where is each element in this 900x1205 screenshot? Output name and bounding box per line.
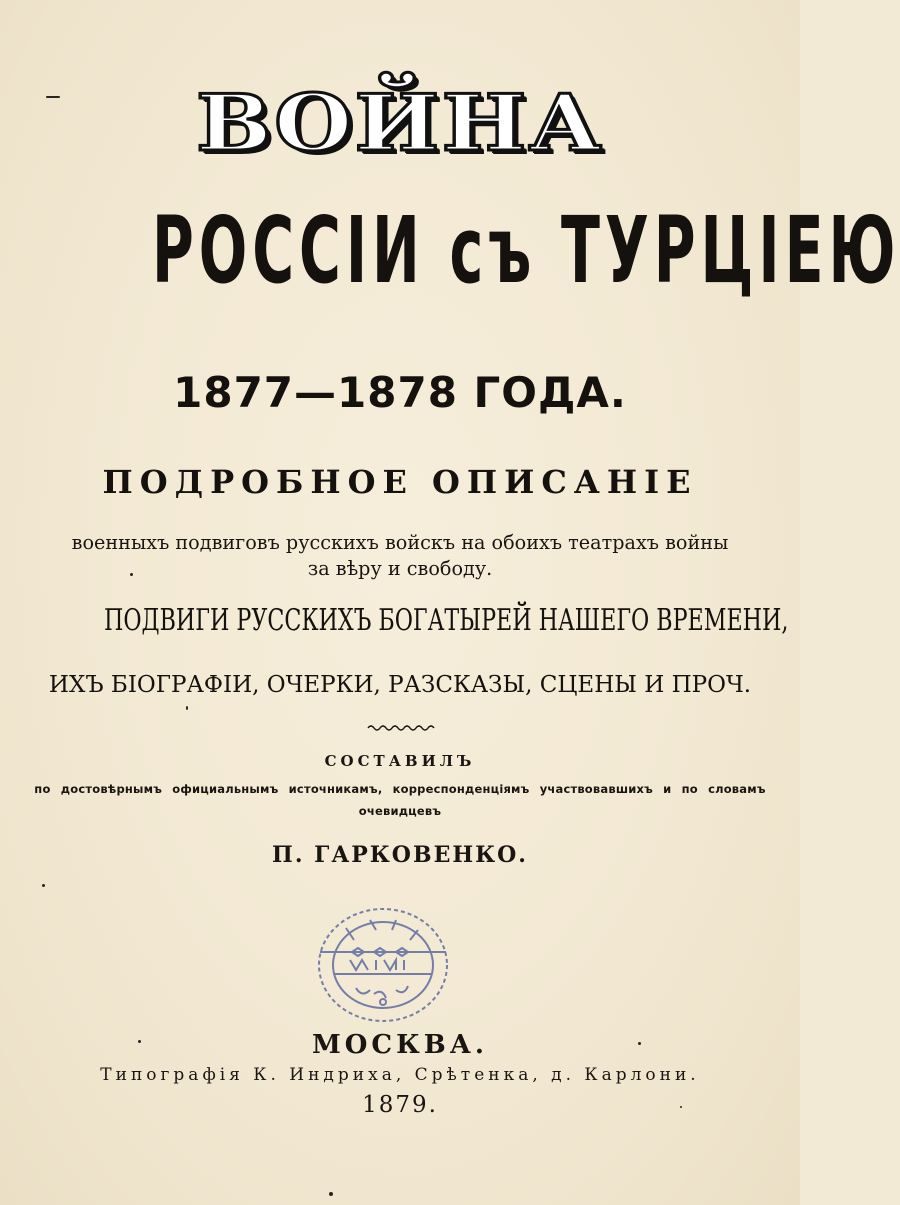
imprint-printer: Типографія К. Индриха, Срѣтенка, д. Карлони. bbox=[100, 1065, 700, 1085]
imprint-year: 1879. bbox=[362, 1092, 438, 1118]
paper-speck bbox=[46, 96, 60, 98]
heroes-heading: ПОДВИГИ РУССКИХЪ БОГАТЫРЕЙ НАШЕГО ВРЕМЕНИ, bbox=[104, 603, 789, 638]
paper-speck bbox=[42, 884, 45, 887]
subtitle: ПОДРОБНОЕ ОПИСАНІЕ bbox=[102, 463, 698, 501]
wavy-ornament-divider bbox=[368, 724, 434, 732]
book-title-main: ВОЙНА bbox=[195, 78, 604, 169]
description-line-1: военныхъ подвиговъ русскихъ войскъ на обоихъ театрахъ войны bbox=[71, 530, 729, 554]
sources-line-2: очевидцевъ bbox=[358, 804, 442, 818]
composed-label: СОСТАВИЛЪ bbox=[324, 752, 476, 770]
imprint-city: МОСКВА. bbox=[312, 1030, 488, 1060]
library-stamp bbox=[312, 902, 454, 1028]
paper-speck bbox=[680, 1106, 682, 1108]
book-title-years: 1877—1878 ГОДА. bbox=[173, 368, 627, 417]
paper-speck bbox=[186, 706, 188, 710]
author-name: П. ГАРКОВЕНКО. bbox=[272, 842, 528, 868]
paper-speck bbox=[130, 573, 133, 576]
sources-line-1: по достовѣрнымъ официальнымъ источникамъ, корреспонденціямъ участвовавшихъ и по словамъ bbox=[34, 782, 766, 796]
contents-line: ИХЪ БІОГРАФІИ, ОЧЕРКИ, РАЗСКАЗЫ, СЦЕНЫ И ПРОЧ. bbox=[48, 672, 752, 698]
description-line-2: за вѣру и свободу. bbox=[307, 556, 493, 580]
paper-speck bbox=[329, 1192, 333, 1196]
paper-speck bbox=[138, 1040, 141, 1043]
book-title-sub: РОССІИ съ ТУРЦІЕЮ bbox=[152, 197, 900, 304]
paper-speck bbox=[638, 1042, 641, 1045]
